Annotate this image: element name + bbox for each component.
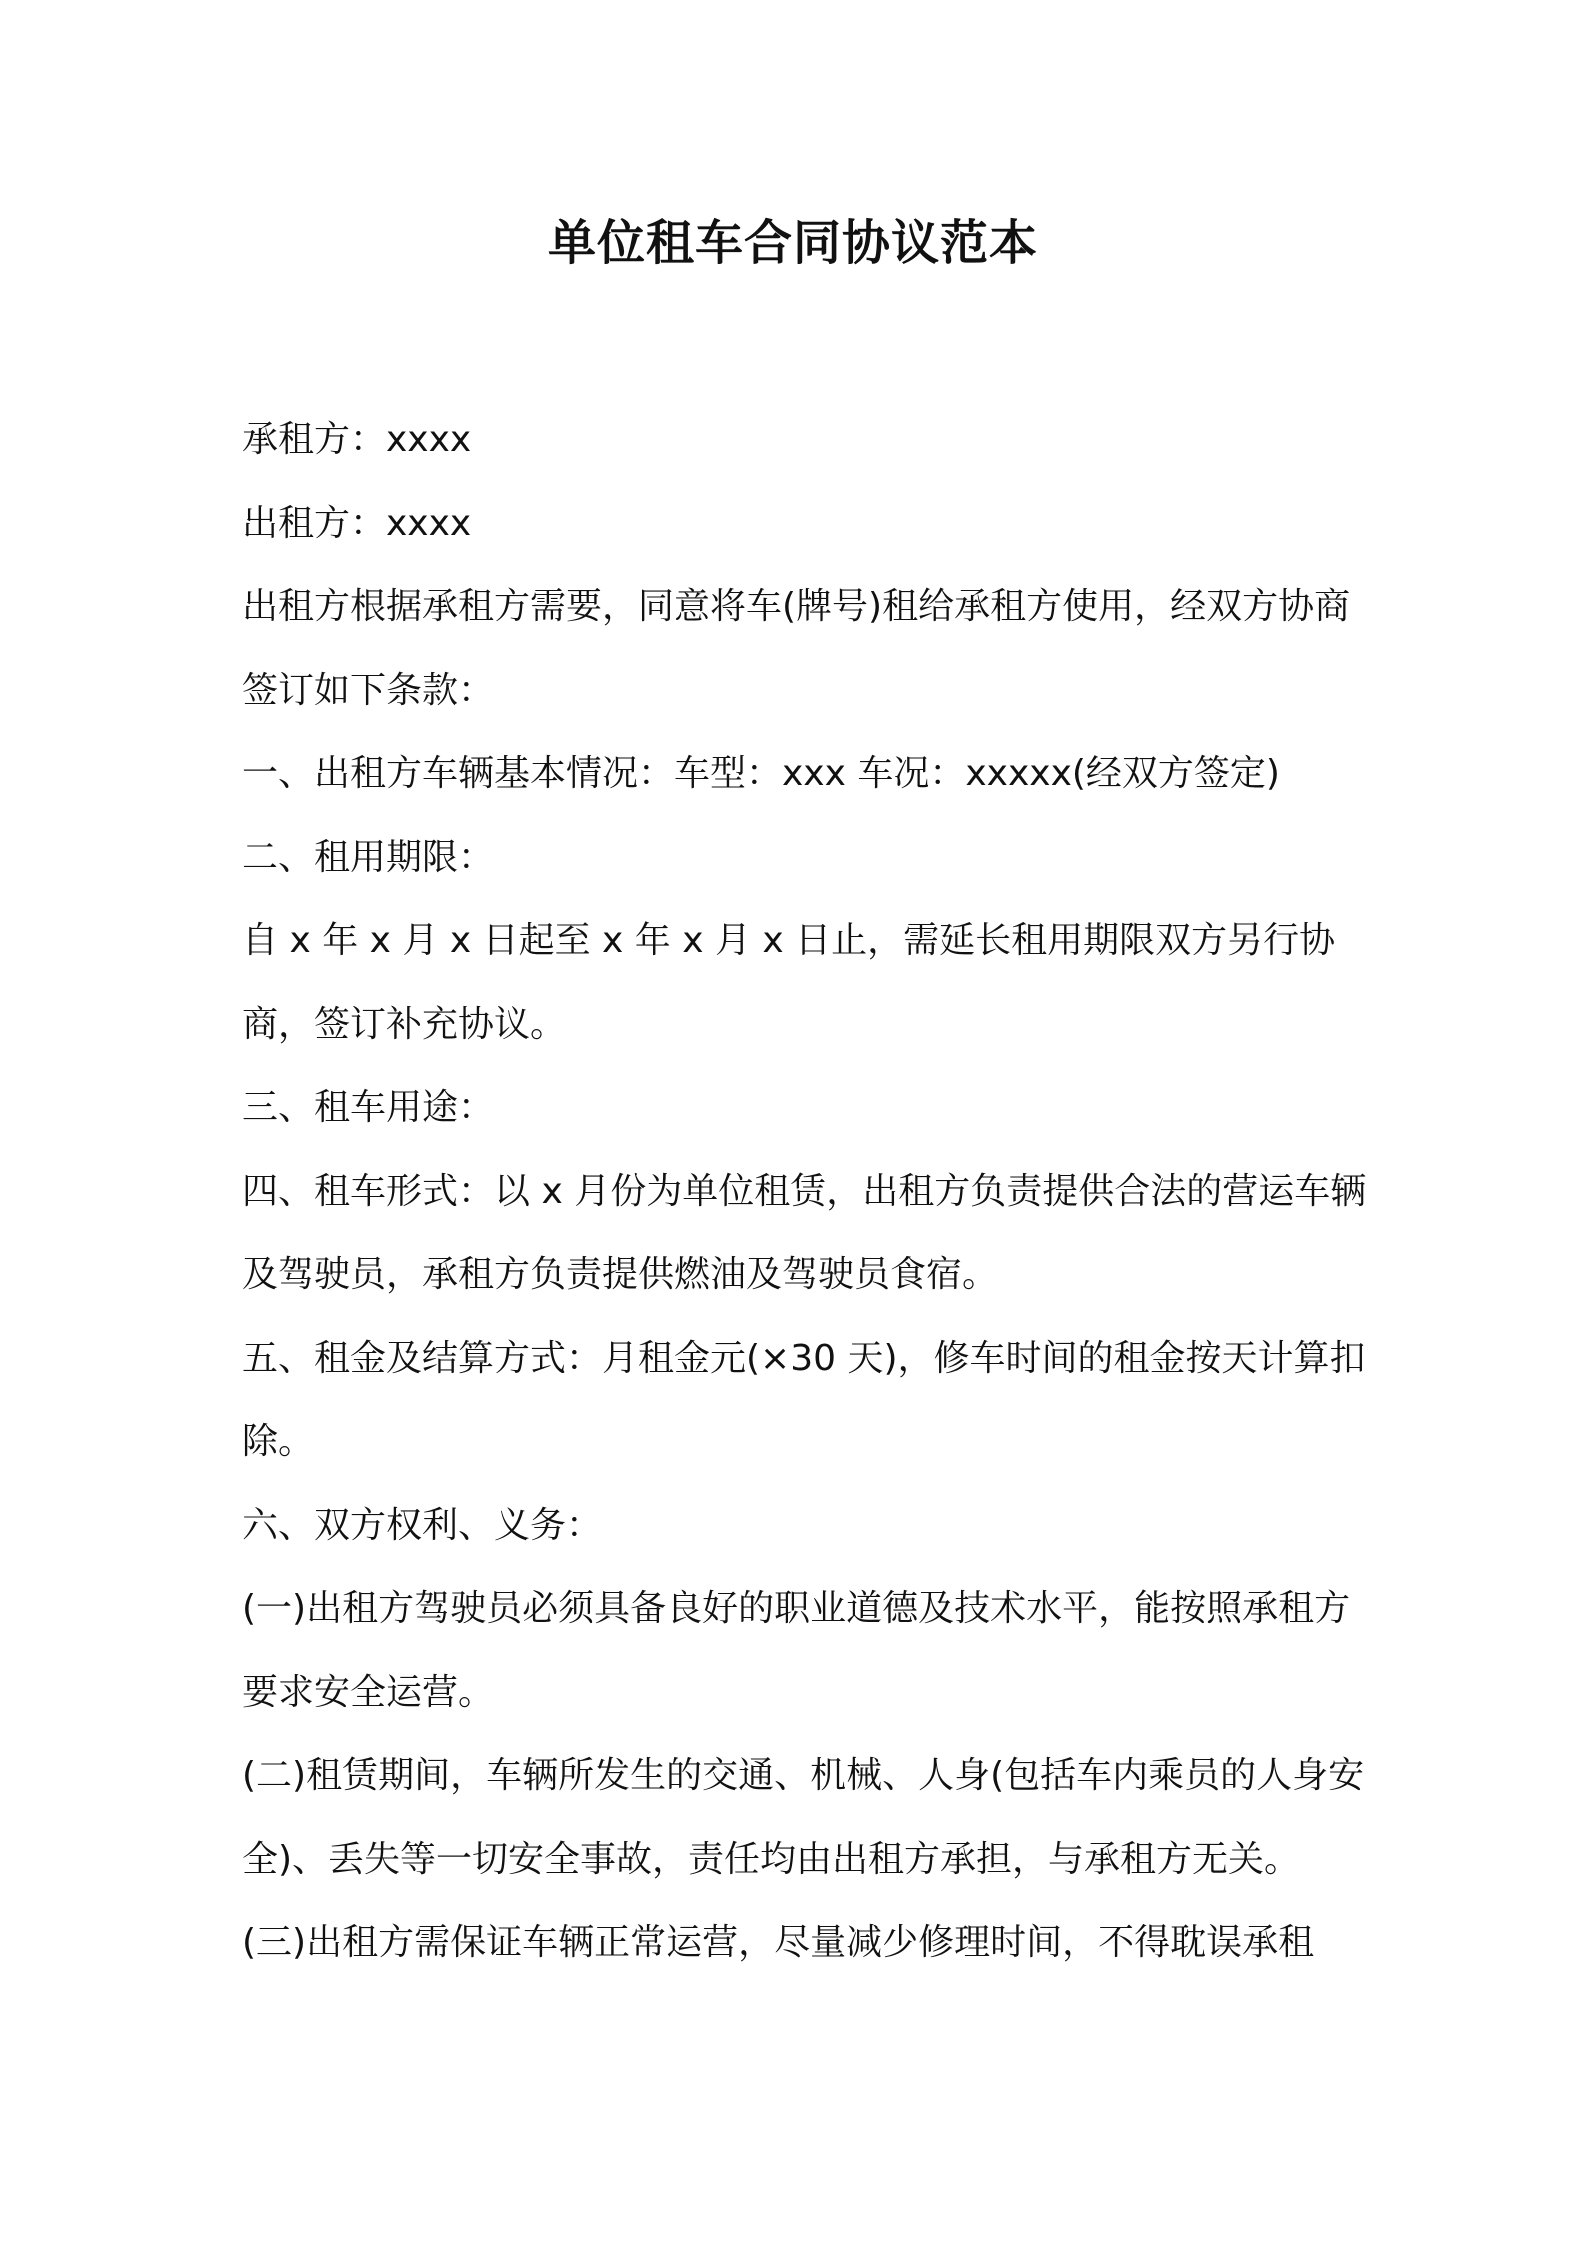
clause-6-heading: 六、双方权利、义务： bbox=[242, 1504, 603, 1546]
clause-3-heading: 三、租车用途： bbox=[242, 1087, 495, 1128]
document-body bbox=[242, 398, 1367, 1985]
document-title: 单位租车合同协议范本 bbox=[547, 215, 1038, 271]
clause-2-heading: 二、租用期限： bbox=[242, 836, 495, 878]
clause-2-period: 自 x 年 x 月 x 日起至 x 年 x 月 x 日止，需延长租用期限双方另行协商，签订补充协议。 bbox=[242, 920, 1336, 1045]
lessee-line: 承租方：xxxx bbox=[242, 419, 472, 460]
preamble-paragraph: 出租方根据承租方需要，同意将车(牌号)租给承租方使用，经双方协商签订如下条款： bbox=[242, 586, 1351, 711]
lessor-line: 出租方：xxxx bbox=[242, 502, 472, 544]
clause-4-form: 四、租车形式：以 x 月份为单位租赁，出租方负责提供合法的营运车辆及驾驶员，承租方负责提供燃油及驾驶员食宿。 bbox=[242, 1170, 1367, 1295]
clause-1-vehicle-info: 一、出租方车辆基本情况：车型：xxx 车况：xxxxx(经双方签定) bbox=[242, 753, 1280, 794]
clause-5-rent: 五、租金及结算方式：月租金元(×30 天)，修车时间的租金按天计算扣除。 bbox=[242, 1337, 1366, 1462]
clause-6-item-3: (三)出租方需保证车辆正常运营，尽量减少修理时间，不得耽误承租 bbox=[242, 1922, 1315, 1963]
clause-6-item-2: (二)租赁期间，车辆所发生的交通、机械、人身(包括车内乘员的人身安全)、丢失等一切安全事故，责任均由出租方承担，与承租方无关。 bbox=[242, 1755, 1365, 1880]
clause-6-item-1: (一)出租方驾驶员必须具备良好的职业道德及技术水平，能按照承租方要求安全运营。 bbox=[242, 1588, 1351, 1713]
